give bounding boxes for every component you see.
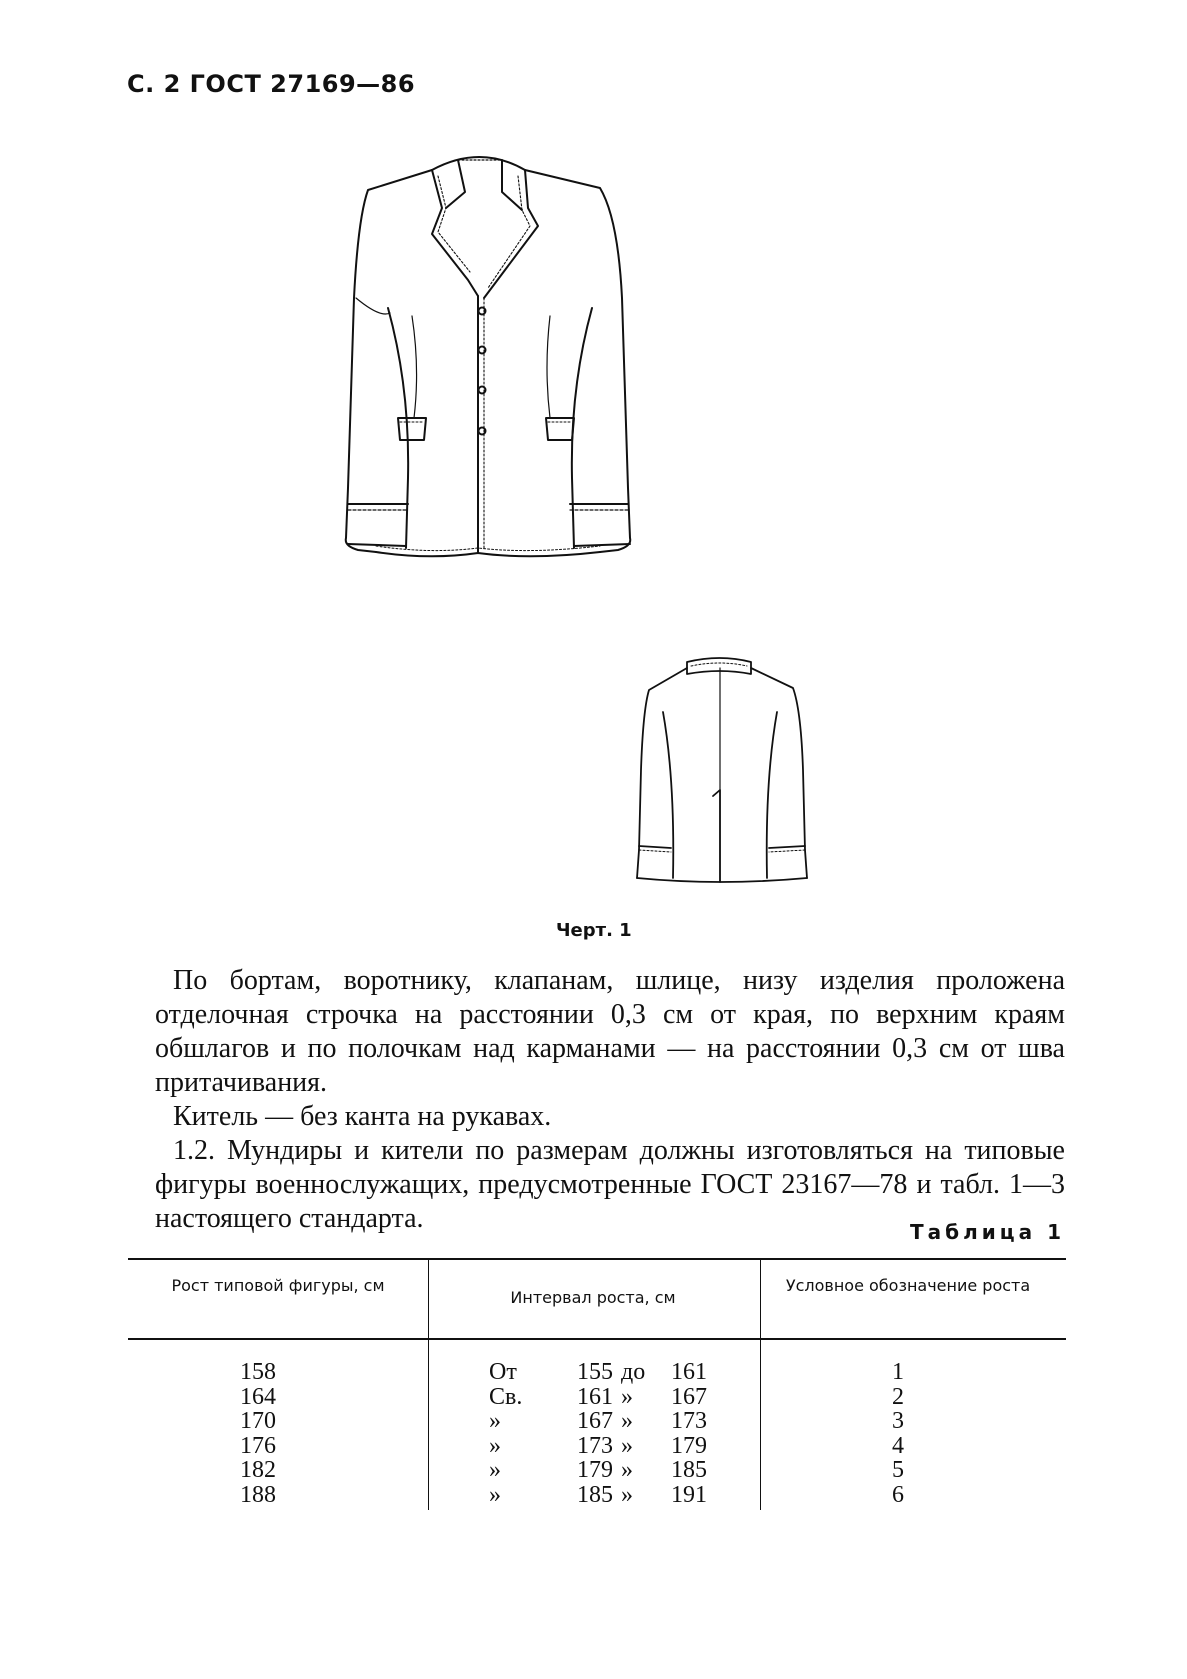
table-cell-height: 182 xyxy=(240,1457,276,1483)
table-cell-interval-part: » xyxy=(489,1457,501,1483)
table-cell-height: 176 xyxy=(240,1432,276,1459)
table-cell-interval-part: 191 xyxy=(671,1481,707,1508)
table-cell-interval-part: 167 xyxy=(671,1383,707,1410)
table-cell-code: 3 xyxy=(892,1408,904,1434)
body-text xyxy=(155,964,1065,1236)
table-cell-interval-part: » xyxy=(621,1457,633,1483)
table-cell-interval xyxy=(468,1434,728,1459)
table-cell-code: 1 xyxy=(892,1359,904,1385)
table-cell-interval-part: » xyxy=(621,1408,633,1434)
table-cell-interval-part: 173 xyxy=(577,1432,613,1459)
table-cell-interval xyxy=(468,1458,728,1483)
table-cell-interval xyxy=(468,1409,728,1434)
table-column-height xyxy=(218,1360,298,1507)
table-cell-interval-part: » xyxy=(621,1481,633,1508)
table-column-divider xyxy=(760,1260,761,1510)
table-cell-interval xyxy=(468,1483,728,1508)
table-header-interval: Интервал роста, см xyxy=(510,1288,676,1307)
table-cell-interval-part: » xyxy=(621,1383,633,1410)
table-cell-height: 164 xyxy=(240,1383,276,1410)
table-header-height: Рост типовой фигуры, см xyxy=(171,1276,385,1295)
table-cell-interval-part: 185 xyxy=(577,1481,613,1508)
page-header: С. 2 ГОСТ 27169—86 xyxy=(127,70,416,98)
paragraph-finishing-stitch: По бортам, воротнику, клапанам, шлице, низу изделия проложена отделочная строчка на расстоянии 0,3 см от края, по верхним краям обшлагов и по полочкам над карманами — на расстоянии 0,3 см от шва притачивания. xyxy=(155,965,1065,1098)
table-cell-height: 188 xyxy=(240,1481,276,1508)
jacket-back-drawing xyxy=(645,650,830,895)
table-column-interval xyxy=(468,1360,728,1507)
table-cell-height: 170 xyxy=(240,1408,276,1434)
table-cell-interval-part: до xyxy=(621,1359,646,1385)
table-cell-interval-part: » xyxy=(621,1432,633,1459)
table-cell-code: 6 xyxy=(892,1481,904,1508)
table-cell-interval-part: » xyxy=(489,1481,501,1508)
table-cell-interval-part: 179 xyxy=(577,1457,613,1483)
paragraph-tunic: Китель — без канта на рукавах. xyxy=(173,1101,552,1132)
table-cell-interval-part: 167 xyxy=(577,1408,613,1434)
table-cell-interval-part: 185 xyxy=(671,1457,707,1483)
table-cell-code: 2 xyxy=(892,1383,904,1410)
table-cell-interval-part: » xyxy=(489,1408,501,1434)
table-cell-code: 4 xyxy=(892,1432,904,1459)
table-cell-height: 158 xyxy=(240,1359,276,1385)
table-cell-interval-part: 161 xyxy=(671,1359,707,1385)
table-cell-interval-part: 173 xyxy=(671,1408,707,1434)
table-header-rule xyxy=(128,1338,1066,1340)
figure-caption: Черт. 1 xyxy=(556,920,632,941)
table-header-code: Условное обозначение роста xyxy=(785,1276,1031,1295)
paragraph-sizes: 1.2. Мундиры и кители по размерам должны изготовляться на типовые фигуры военнослужащих, предусмотренные ГОСТ 23167—78 и табл. 1—3 настоящего стандарта. xyxy=(155,1135,1065,1234)
jacket-front-drawing xyxy=(360,148,685,598)
table-cell-interval-part: От xyxy=(489,1359,517,1385)
table-top-rule xyxy=(128,1258,1066,1260)
table-cell-code: 5 xyxy=(892,1457,904,1483)
table-cell-interval xyxy=(468,1385,728,1410)
table-cell-interval-part: 155 xyxy=(577,1359,613,1385)
table-cell-interval-part: » xyxy=(489,1432,501,1459)
table-column-code xyxy=(868,1360,928,1507)
table-label: Таблица 1 xyxy=(910,1220,1065,1244)
table-cell-interval-part: Св. xyxy=(489,1383,523,1410)
table-column-divider xyxy=(428,1260,429,1510)
table-cell-interval xyxy=(468,1360,728,1385)
table-cell-interval-part: 161 xyxy=(577,1383,613,1410)
table-cell-interval-part: 179 xyxy=(671,1432,707,1459)
